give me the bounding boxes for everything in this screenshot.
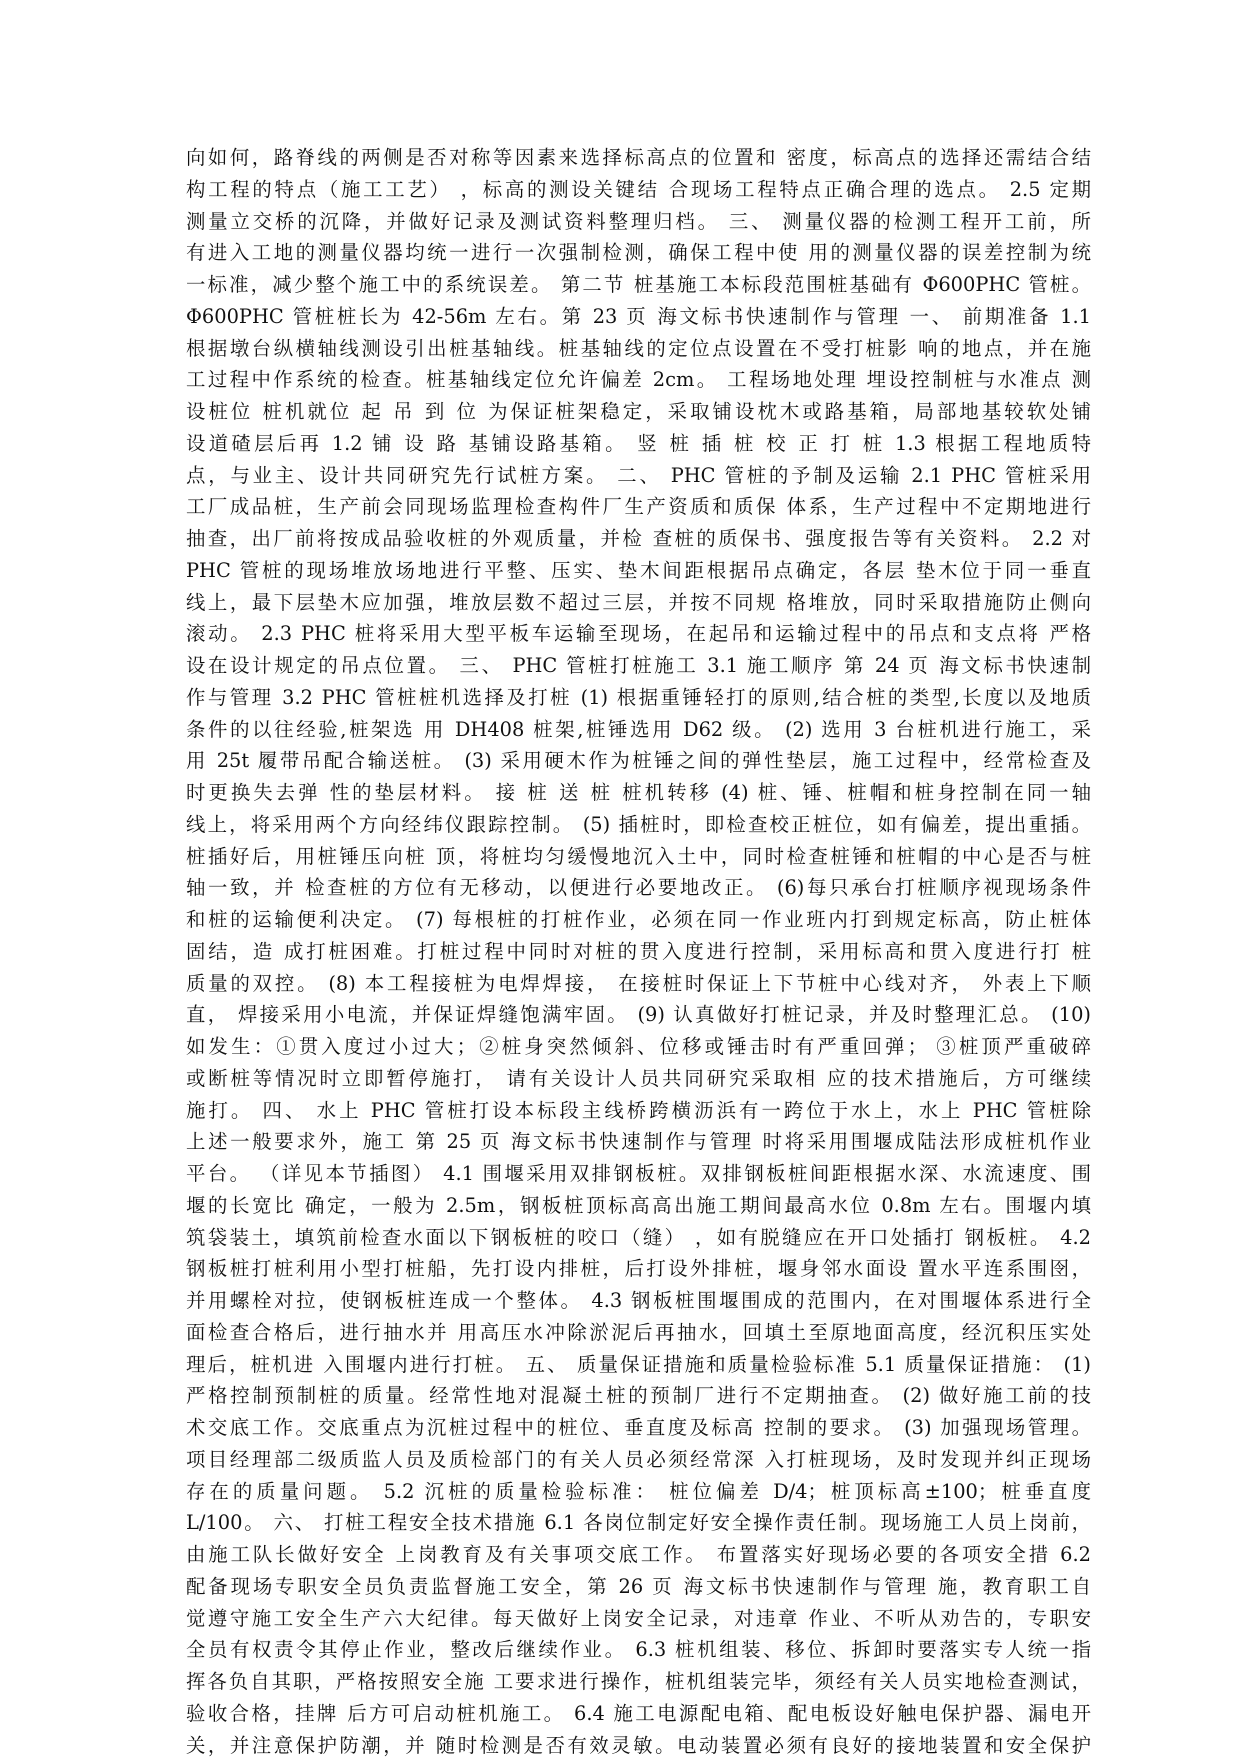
text-line: 验收合格，挂牌 后方可启动桩机施工。 6.4 施工电源配电箱、配电板设好触电保护器、漏电开 — [186, 1698, 1091, 1730]
text-line: 配备现场专职安全员负责监督施工安全，第 26 页 海文标书快速制作与管理 施，教育职工自 — [186, 1571, 1091, 1603]
text-line: 如发生：①贯入度过小过大；②桩身突然倾斜、位移或锤击时有严重回弹； ③桩顶严重破碎 — [186, 1031, 1091, 1063]
text-line: 抽查，出厂前将按成品验收桩的外观质量，并检 查桩的质保书、强度报告等有关资料。 2.2 对 — [186, 523, 1091, 555]
text-line: 桩插好后，用桩锤压向桩 顶，将桩均匀缓慢地沉入土中，同时检查桩锤和桩帽的中心是否与桩 — [186, 841, 1091, 873]
text-line: 设道碴层后再 1.2 铺 设 路 基铺设路基箱。 竖 桩 插 桩 校 正 打 桩 1.3 根据工程地质特 — [186, 428, 1091, 460]
text-line: Φ600PHC 管桩桩长为 42-56m 左右。第 23 页 海文标书快速制作与管理 一、 前期准备 1.1 — [186, 301, 1091, 333]
text-line: 或断桩等情况时立即暂停施打， 请有关设计人员共同研究采取相 应的技术措施后，方可继续 — [186, 1063, 1091, 1095]
text-line: 直， 焊接采用小电流，并保证焊缝饱满牢固。 (9) 认真做好打桩记录，并及时整理汇总。 (10) — [186, 999, 1091, 1031]
text-line: 堰的长宽比 确定，一般为 2.5m，钢板桩顶标高高出施工期间最高水位 0.8m 左右。围堰内填 — [186, 1190, 1091, 1222]
text-line: 条件的以往经验,桩架选 用 DH408 桩架,桩锤选用 D62 级。 (2) 选用 3 台桩机进行施工，采 — [186, 714, 1091, 746]
text-line: 根据墩台纵横轴线测设引出桩基轴线。桩基轴线的定位点设置在不受打桩影 响的地点，并在施 — [186, 333, 1091, 365]
text-line: 作与管理 3.2 PHC 管桩桩机选择及打桩 (1) 根据重锤轻打的原则,结合桩的类型,长度以及地质 — [186, 682, 1091, 714]
text-line: 有进入工地的测量仪器均统一进行一次强制检测，确保工程中使 用的测量仪器的误差控制为统 — [186, 237, 1091, 269]
text-line: 工厂成品桩，生产前会同现场监理检查构件厂生产资质和质保 体系，生产过程中不定期地进行 — [186, 491, 1091, 523]
text-line: 固结，造 成打桩困难。打桩过程中同时对桩的贯入度进行控制，采用标高和贯入度进行打 桩 — [186, 936, 1091, 968]
text-line: 一标准，减少整个施工中的系统误差。 第二节 桩基施工本标段范围桩基础有 Φ600PHC 管桩。 — [186, 269, 1091, 301]
text-line: 面检查合格后，进行抽水并 用高压水冲除淤泥后再抽水，回填土至原地面高度，经沉积压实处 — [186, 1317, 1091, 1349]
text-line: 设桩位 桩机就位 起 吊 到 位 为保证桩架稳定，采取铺设枕木或路基箱，局部地基较软处铺 — [186, 396, 1091, 428]
text-line: 并用螺栓对拉，使钢板桩连成一个整体。 4.3 钢板桩围堰围成的范围内，在对围堰体系进行全 — [186, 1285, 1091, 1317]
text-line: 用 25t 履带吊配合输送桩。 (3) 采用硬木作为桩锤之间的弹性垫层，施工过程中，经常检查及 — [186, 745, 1091, 777]
text-line: 时更换失去弹 性的垫层材料。 接 桩 送 桩 桩机转移 (4) 桩、锤、桩帽和桩身控制在同一轴 — [186, 777, 1091, 809]
text-line: 项目经理部二级质监人员及质检部门的有关人员必须经常深 入打桩现场，及时发现并纠正现场 — [186, 1444, 1091, 1476]
text-line: 挥各负自其职，严格按照安全施 工要求进行操作，桩机组装完毕，须经有关人员实地检查测试， — [186, 1666, 1091, 1698]
text-line: 向如何，路脊线的两侧是否对称等因素来选择标高点的位置和 密度，标高点的选择还需结合结 — [186, 142, 1091, 174]
text-line: L/100。 六、 打桩工程安全技术措施 6.1 各岗位制定好安全操作责任制。现场施工人员上岗前， — [186, 1507, 1091, 1539]
text-line: 质量的双控。 (8) 本工程接桩为电焊焊接， 在接桩时保证上下节桩中心线对齐， 外表上下顺 — [186, 968, 1091, 1000]
text-line: 线上，将采用两个方向经纬仪跟踪控制。 (5) 插桩时，即检查校正桩位，如有偏差，提出重插。 — [186, 809, 1091, 841]
text-line: 构工程的特点（施工工艺） ，标高的测设关键结 合现场工程特点正确合理的选点。 2.5 定期 — [186, 174, 1091, 206]
text-line: 严格控制预制桩的质量。经常性地对混凝土桩的预制厂进行不定期抽查。 (2) 做好施工前的技 — [186, 1380, 1091, 1412]
text-line: 滚动。 2.3 PHC 桩将采用大型平板车运输至现场，在起吊和运输过程中的吊点和支点将 严格 — [186, 618, 1091, 650]
text-line: 测量立交桥的沉降，并做好记录及测试资料整理归档。 三、 测量仪器的检测工程开工前，所 — [186, 206, 1091, 238]
text-line: 点，与业主、设计共同研究先行试桩方案。 二、 PHC 管桩的予制及运输 2.1 PHC 管桩采用 — [186, 460, 1091, 492]
text-line: 存在的质量问题。 5.2 沉桩的质量检验标准： 桩位偏差 D/4；桩顶标高±100；桩垂直度 — [186, 1476, 1091, 1508]
text-line: 关，并注意保护防潮，并 随时检测是否有效灵敏。电动装置必须有良好的接地装置和安全保护 — [186, 1730, 1091, 1761]
text-line: 施打。 四、 水上 PHC 管桩打设本标段主线桥跨横沥浜有一跨位于水上，水上 PHC 管桩除 — [186, 1095, 1091, 1127]
text-line: 术交底工作。交底重点为沉桩过程中的桩位、垂直度及标高 控制的要求。 (3) 加强现场管理。 — [186, 1412, 1091, 1444]
text-line: 线上，最下层垫木应加强，堆放层数不超过三层，并按不同规 格堆放，同时采取措施防止侧向 — [186, 587, 1091, 619]
text-line: 和桩的运输便利决定。 (7) 每根桩的打桩作业，必须在同一作业班内打到规定标高，防止桩体 — [186, 904, 1091, 936]
text-line: 轴一致，并 检查桩的方位有无移动，以便进行必要地改正。 (6)每只承台打桩顺序视现场条件 — [186, 872, 1091, 904]
text-line: PHC 管桩的现场堆放场地进行平整、压实、垫木间距根据吊点确定，各层 垫木位于同一垂直 — [186, 555, 1091, 587]
text-line: 全员有权责令其停止作业，整改后继续作业。 6.3 桩机组装、移位、拆卸时要落实专人统一指 — [186, 1634, 1091, 1666]
text-line: 设在设计规定的吊点位置。 三、 PHC 管桩打桩施工 3.1 施工顺序 第 24 页 海文标书快速制 — [186, 650, 1091, 682]
text-line: 钢板桩打桩利用小型打桩船，先打设内排桩，后打设外排桩，堰身邻水面设 置水平连系围囹， — [186, 1253, 1091, 1285]
body-text — [186, 142, 1091, 1761]
text-line: 由施工队长做好安全 上岗教育及有关事项交底工作。 布置落实好现场必要的各项安全措 6.2 — [186, 1539, 1091, 1571]
text-line: 平台。 （详见本节插图） 4.1 围堰采用双排钢板桩。双排钢板桩间距根据水深、水流速度、围 — [186, 1158, 1091, 1190]
text-line: 筑袋装土，填筑前检查水面以下钢板桩的咬口（缝） ，如有脱缝应在开口处插打 钢板桩。 4.2 — [186, 1222, 1091, 1254]
text-line: 理后，桩机进 入围堰内进行打桩。 五、 质量保证措施和质量检验标准 5.1 质量保证措施： (1) — [186, 1349, 1091, 1381]
text-line: 觉遵守施工安全生产六大纪律。每天做好上岗安全记录，对违章 作业、不听从劝告的，专职安 — [186, 1603, 1091, 1635]
text-line: 上述一般要求外，施工 第 25 页 海文标书快速制作与管理 时将采用围堰成陆法形成桩机作业 — [186, 1126, 1091, 1158]
text-line: 工过程中作系统的检查。桩基轴线定位允许偏差 2cm。 工程场地处理 埋设控制桩与水准点 测 — [186, 364, 1091, 396]
